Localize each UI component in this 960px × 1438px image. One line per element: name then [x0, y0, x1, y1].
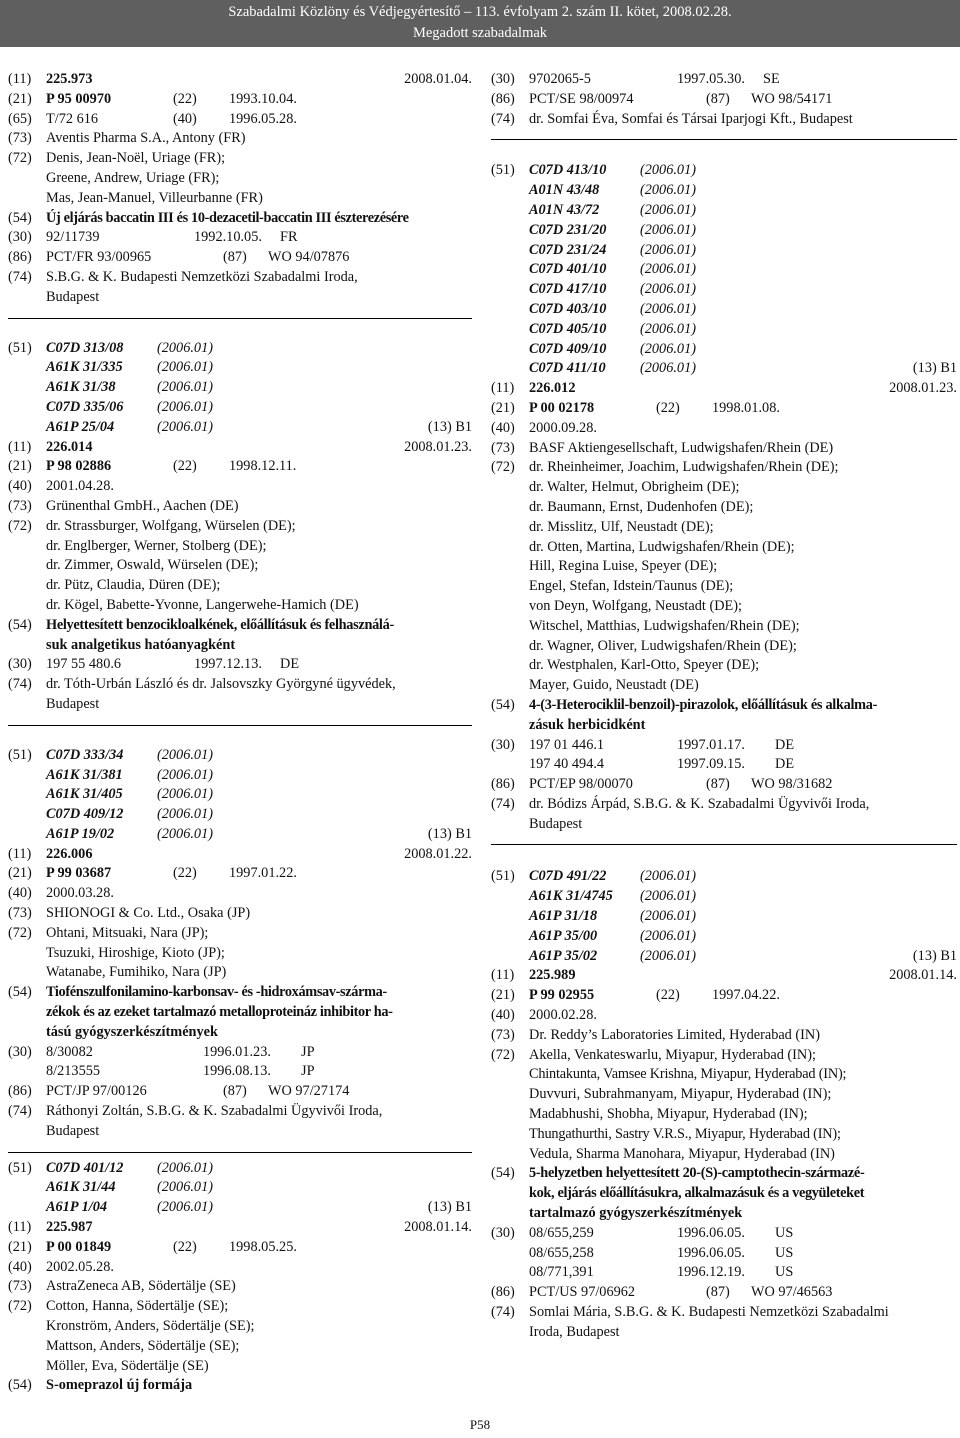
attorney: dr. Tóth-Urbán László és dr. Jalsovszky Györgyné ügyvédek, [46, 676, 396, 693]
invention-title: 5-helyzetben helyettesített 20-(S)-camptothecin-származé- [529, 1165, 865, 1182]
patent-number: 225.987 [46, 1219, 93, 1236]
inventor: Greene, Andrew, Uriage (FR); [46, 169, 220, 186]
inventor: Akella, Venkateswarlu, Miyapur, Hyderabad (IN); [529, 1046, 816, 1063]
attorney: S.B.G. & K. Budapesti Nemzetközi Szabadalmi Iroda, [46, 268, 358, 285]
ipc-class: A61K 31/335 (2006.01) [46, 359, 213, 376]
ipc-class: C07D 401/12 (2006.01) [46, 1159, 213, 1176]
patent-entry-226012 [491, 161, 957, 834]
ipc-class: A61P 35/02 (2006.01) (13) B1 [529, 947, 957, 967]
proprietor: SHIONOGI & Co. Ltd., Osaka (JP) [46, 905, 251, 922]
field-40: (40) 2000.03.28. [8, 885, 114, 902]
inventor: dr. Otten, Martina, Ludwigshafen/Rhein (DE); [529, 538, 795, 555]
application-number: P 99 02955 [529, 987, 595, 1004]
invention-title: Új eljárás baccatin III és 10-dezacetil-baccatin III észterezésére [46, 209, 409, 226]
field-54: (54) Tiofénszulfonilamino-karbonsav- és -hidroxámsav-szárma- zékok és az ezeket tartalmazó metalloproteináz inhibitor ha- tású gyógyszerkészítmények [8, 983, 472, 1042]
field-21: (21) P 00 02178 (22) 1998.01.08. [491, 399, 957, 419]
grant-date: 2008.01.23. [404, 438, 472, 455]
inventor: dr. Strassburger, Wolfgang, Würselen (DE); [46, 517, 296, 534]
inventor: Denis, Jean-Noël, Uriage (FR); [46, 150, 226, 167]
inventor: dr. Rheinheimer, Joachim, Ludwigshafen/Rhein (DE); [529, 459, 839, 476]
grant-date: 2008.01.22. [404, 845, 472, 862]
patent-entry-continued [491, 70, 957, 129]
field-11: (11) 225.987 2008.01.14. [8, 1218, 472, 1238]
patent-entry-226006 [8, 746, 472, 1142]
inventor: Engel, Stefan, Idstein/Taunus (DE); [529, 578, 734, 595]
filing-date: 1997.01.22. [229, 865, 297, 882]
field-74: (74) Ráthonyi Zoltán, S.B.G. & K. Szabadalmi Ügyvivői Iroda, Budapest [8, 1102, 472, 1142]
kind-code: (13) B1 [427, 825, 472, 842]
field-65: (65) T/72 616 (40) 1996.05.28. [8, 110, 297, 127]
field-73: (73) AstraZeneca AB, Södertälje (SE) [8, 1277, 472, 1297]
invention-title: S-omeprazol új formája [46, 1377, 193, 1394]
inventor: Thungathurthi, Sastry V.R.S., Miyapur, Hyderabad (IN); [529, 1125, 841, 1142]
filing-date: 1993.10.04. [229, 90, 297, 107]
field-21: (21) P 99 03687 (22) 1997.01.22. [8, 864, 472, 884]
ipc-class: C07D 417/10 (2006.01) [529, 281, 696, 298]
ipc-class: A61P 1/04 (2006.01) (13) B1 [46, 1198, 472, 1218]
field-72: (72) Akella, Venkateswarlu, Miyapur, Hyderabad (IN); Chintakunta, Vamsee Krishna, Miyapur, Hyderabad (IN); Duvvuri, Subrahmanyam, Miyapur, Hyderabad (IN); Madabhushi, Shobha, Miyapur, Hyderabad (IN); Thungathurthi, Sastry V.R.S., Miyapur, Hyderabad (IN); Vedula, Sharma Manohara, Miyapur, Hyderabad (IN) [491, 1046, 957, 1165]
proprietor: Dr. Reddy’s Laboratories Limited, Hyderabad (IN) [529, 1026, 821, 1043]
field-73: (73) Aventis Pharma S.A., Antony (FR) [8, 129, 472, 149]
patent-entry-226014 [8, 339, 472, 715]
field-11: (11) 226.012 2008.01.23. [491, 379, 957, 399]
ipc-class: A61K 31/44 (2006.01) [46, 1179, 213, 1196]
field-74: (74) dr. Tóth-Urbán László és dr. Jalsovszky Györgyné ügyvédek, Budapest [8, 675, 472, 715]
field-86: (86) PCT/JP 97/00126 (87) WO 97/27174 [8, 1083, 350, 1100]
field-86: (86) PCT/EP 98/00070 (87) WO 98/31682 [491, 776, 833, 793]
page-number: P58 [469, 1417, 491, 1432]
inventor: Tsuzuki, Hiroshige, Kioto (JP); [46, 944, 225, 961]
filing-date: 1998.12.11. [229, 458, 297, 475]
inventor: dr. Misslitz, Ulf, Neustadt (DE); [529, 518, 714, 535]
field-54: (54) Helyettesített benzocikloalkének, előállításuk és felhasználá- suk analgetikus hatóanyagként [8, 616, 472, 656]
field-11: (11) 225.973 2008.01.04. [8, 70, 472, 90]
inventor: Mattson, Anders, Södertälje (SE); [46, 1337, 240, 1354]
attorney: Somlai Mária, S.B.G. & K. Budapesti Nemzetközi Szabadalmi [529, 1304, 889, 1321]
ipc-class: C07D 403/10 (2006.01) [529, 300, 696, 317]
field-30: (30) 9702065-5 1997.05.30. SE [491, 71, 780, 87]
field-74: (74) S.B.G. & K. Budapesti Nemzetközi Szabadalmi Iroda, Budapest [8, 268, 472, 308]
ipc-class: A61K 31/405 (2006.01) [46, 786, 213, 803]
field-40: (40) 2000.09.28. [491, 419, 597, 436]
inventor: Vedula, Sharma Manohara, Miyapur, Hyderabad (IN) [529, 1145, 835, 1162]
attorney: Ráthonyi Zoltán, S.B.G. & K. Szabadalmi Ügyvivői Iroda, [46, 1103, 383, 1120]
field-74: (74) dr. Bódizs Árpád, S.B.G. & K. Szabadalmi Ügyvivői Iroda, Budapest [491, 795, 957, 835]
ipc-class: A01N 43/72 (2006.01) [529, 201, 696, 218]
invention-title: Helyettesített benzocikloalkének, előállításuk és felhasználá- [46, 616, 394, 633]
inventor: Hill, Regina Luise, Speyer (DE); [529, 558, 718, 575]
field-72: (72) dr. Strassburger, Wolfgang, Würselen (DE); dr. Englberger, Werner, Stolberg (DE); dr. Zimmer, Oswald, Würselen (DE); dr. Pütz, Claudia, Düren (DE); dr. Kögel, Babette-Yvonne, Langerwehe-Hamich (DE) [8, 517, 472, 616]
proprietor: AstraZeneca AB, Södertälje (SE) [46, 1278, 236, 1295]
ipc-class: C07D 231/20 (2006.01) [529, 221, 696, 238]
field-74: (74) dr. Somfai Éva, Somfai és Társai Iparjogi Kft., Budapest [491, 110, 957, 130]
inventor: dr. Walter, Helmut, Obrigheim (DE); [529, 479, 740, 496]
patent-number: 225.973 [46, 71, 93, 87]
ipc-class: A61K 31/38 (2006.01) [46, 379, 213, 396]
inventor: dr. Kögel, Babette-Yvonne, Langerwehe-Hamich (DE) [46, 596, 359, 613]
ipc-class: C07D 409/10 (2006.01) [529, 340, 696, 357]
field-11: (11) 226.014 2008.01.23. [8, 438, 472, 458]
field-86: (86) PCT/FR 93/00965 (87) WO 94/07876 [8, 249, 350, 266]
inventor: Chintakunta, Vamsee Krishna, Miyapur, Hyderabad (IN); [529, 1066, 847, 1083]
inventor: Duvvuri, Subrahmanyam, Miyapur, Hyderabad (IN); [529, 1086, 832, 1103]
proprietor: Aventis Pharma S.A., Antony (FR) [46, 130, 246, 147]
field-74: (74) Somlai Mária, S.B.G. & K. Budapesti Nemzetközi Szabadalmi Iroda, Budapest [491, 1303, 957, 1343]
field-30: (30) 197 01 446.1 1997.01.17. DE 197 40 494.4 1997.09.15. DE [491, 736, 795, 773]
ipc-class: C07D 313/08 (2006.01) [46, 339, 213, 356]
inventor: dr. Wagner, Oliver, Ludwigshafen/Rhein (DE); [529, 637, 797, 654]
inventor: Cotton, Hanna, Södertälje (SE); [46, 1298, 229, 1315]
grant-date: 2008.01.23. [889, 380, 957, 397]
inventor: dr. Englberger, Werner, Stolberg (DE); [46, 537, 267, 554]
kind-code: (13) B1 [427, 1199, 472, 1216]
patent-number: 225.989 [529, 967, 576, 984]
field-86: (86) PCT/US 97/06962 (87) WO 97/46563 [491, 1284, 833, 1301]
left-column [8, 70, 472, 1396]
ipc-class: C07D 411/10 (2006.01) (13) B1 [529, 359, 957, 379]
field-21: (21) P 98 02886 (22) 1998.12.11. [8, 457, 472, 477]
patent-number: 226.014 [46, 438, 93, 455]
invention-title: Tiofénszulfonilamino-karbonsav- és -hidroxámsav-szárma- [46, 984, 387, 1001]
field-40: (40) 2001.04.28. [8, 478, 114, 495]
proprietor: Grünenthal GmbH., Aachen (DE) [46, 497, 239, 514]
kind-code: (13) B1 [912, 360, 957, 377]
attorney: dr. Somfai Éva, Somfai és Társai Iparjogi Kft., Budapest [529, 110, 853, 127]
field-54: (54) 4-(3-Heterociklil-benzoil)-pirazolok, előállításuk és alkalma- zásuk herbicidként [491, 696, 957, 736]
ipc-class: C07D 413/10 (2006.01) [529, 162, 696, 179]
kind-code: (13) B1 [912, 947, 957, 964]
inventor: Madabhushi, Shobha, Miyapur, Hyderabad (IN); [529, 1106, 808, 1123]
ipc-class: A61K 31/4745 (2006.01) [529, 888, 696, 905]
grant-date: 2008.01.14. [404, 1219, 472, 1236]
field-51: (51) C07D 401/12 (2006.01) A61K 31/44 (2006.01) A61P 1/04 (2006.01) (13) B1 [8, 1159, 472, 1218]
inventor: dr. Pütz, Claudia, Düren (DE); [46, 577, 221, 594]
field-73: (73) Dr. Reddy’s Laboratories Limited, Hyderabad (IN) [491, 1026, 957, 1046]
inventor: dr. Zimmer, Oswald, Würselen (DE); [46, 557, 259, 574]
field-73: (73) SHIONOGI & Co. Ltd., Osaka (JP) [8, 904, 472, 924]
field-54: (54) 5-helyzetben helyettesített 20-(S)-camptothecin-származé- kok, eljárás előállításukra, alkalmazásuk és a vegyületeket tartalmazó gyógyszerkészítmények [491, 1164, 957, 1223]
field-30: (30) 92/11739 1992.10.05. FR [8, 229, 298, 246]
field-11: (11) 226.006 2008.01.22. [8, 845, 472, 865]
ipc-class: C07D 405/10 (2006.01) [529, 320, 696, 337]
field-21: (21) P 95 00970 (22) 1993.10.04. [8, 90, 472, 110]
field-54: (54) S-omeprazol új formája [8, 1376, 472, 1396]
patent-number: 226.006 [46, 845, 93, 862]
inventor: Witschel, Matthias, Ludwigshafen/Rhein (DE); [529, 617, 800, 634]
field-21: (21) P 99 02955 (22) 1997.04.22. [491, 986, 957, 1006]
ipc-class: A61P 35/00 (2006.01) [529, 927, 696, 944]
ipc-class: A61K 31/381 (2006.01) [46, 766, 213, 783]
field-51: (51) C07D 413/10 (2006.01) A01N 43/48 (2006.01) A01N 43/72 (2006.01) C07D 231/20 (2006.01) C07D 231/24 (2006.01) C07D 401/10 (2006.01) C07D 417/10 (2006.01) C07D 403/10 (2006.01) C07D 405/10 (2006.01) C07D 409/10 (2006.01) C07D 411/10 (2006.01) (13) B1 [491, 161, 957, 379]
kind-code: (13) B1 [427, 418, 472, 435]
field-51: (51) C07D 491/22 (2006.01) A61K 31/4745 (2006.01) A61P 31/18 (2006.01) A61P 35/00 (2006.01) A61P 35/02 (2006.01) (13) B1 [491, 867, 957, 966]
field-73: (73) Grünenthal GmbH., Aachen (DE) [8, 497, 472, 517]
proprietor: BASF Aktiengesellschaft, Ludwigshafen/Rhein (DE) [529, 439, 834, 456]
application-number: P 99 03687 [46, 865, 112, 882]
inventor: Ohtani, Mitsuaki, Nara (JP); [46, 924, 209, 941]
field-54: (54) Új eljárás baccatin III és 10-dezacetil-baccatin III észterezésére [8, 209, 472, 229]
right-column [491, 70, 957, 1343]
grant-date: 2008.01.04. [404, 71, 472, 87]
field-72: (72) Denis, Jean-Noël, Uriage (FR); Greene, Andrew, Uriage (FR); Mas, Jean-Manuel, Villeurbanne (FR) [8, 149, 472, 208]
ipc-class: C07D 401/10 (2006.01) [529, 261, 696, 278]
ipc-class: A01N 43/48 (2006.01) [529, 182, 696, 199]
filing-date: 1998.05.25. [229, 1238, 297, 1255]
field-21: (21) P 00 01849 (22) 1998.05.25. [8, 1238, 472, 1258]
field-51: (51) C07D 333/34 (2006.01) A61K 31/381 (2006.01) A61K 31/405 (2006.01) C07D 409/12 (2006.01) A61P 19/02 (2006.01) (13) B1 [8, 746, 472, 845]
ipc-class: C07D 231/24 (2006.01) [529, 241, 696, 258]
field-72: (72) Ohtani, Mitsuaki, Nara (JP); Tsuzuki, Hiroshige, Kioto (JP); Watanabe, Fumihiko, Nara (JP) [8, 924, 472, 983]
inventor: dr. Westphalen, Karl-Otto, Speyer (DE); [529, 657, 760, 674]
field-40: (40) 2000.02.28. [491, 1007, 597, 1024]
attorney: dr. Bódizs Árpád, S.B.G. & K. Szabadalmi Ügyvivői Iroda, [529, 795, 870, 812]
patent-entry-225973 [8, 70, 472, 308]
application-number: P 95 00970 [46, 90, 112, 107]
ipc-class: C07D 333/34 (2006.01) [46, 746, 213, 763]
field-11: (11) 225.989 2008.01.14. [491, 966, 957, 986]
filing-date: 1998.01.08. [712, 399, 780, 416]
application-number: P 00 02178 [529, 399, 595, 416]
inventor: Kronström, Anders, Södertälje (SE); [46, 1318, 255, 1335]
inventor: Watanabe, Fumihiko, Nara (JP) [46, 964, 227, 981]
ipc-class: C07D 491/22 (2006.01) [529, 868, 696, 885]
inventor: Möller, Eva, Södertälje (SE) [46, 1357, 209, 1374]
invention-title: 4-(3-Heterociklil-benzoil)-pirazolok, előállításuk és alkalma- [529, 696, 878, 713]
field-86: (86) PCT/SE 98/00974 (87) WO 98/54171 [491, 90, 833, 107]
ipc-class: A61P 19/02 (2006.01) (13) B1 [46, 825, 472, 845]
patent-entry-225987 [8, 1159, 472, 1397]
field-30: (30) 08/655,259 1996.06.05. US 08/655,258 1996.06.05. US 08/771,391 1996.12.19. US [491, 1224, 794, 1281]
inventor: dr. Baumann, Ernst, Dudenhofen (DE); [529, 498, 754, 515]
grant-date: 2008.01.14. [889, 967, 957, 984]
application-number: P 98 02886 [46, 458, 112, 475]
filing-date: 1997.04.22. [712, 987, 780, 1004]
page-header [0, 0, 960, 47]
ipc-class: C07D 335/06 (2006.01) [46, 398, 213, 415]
inventor: Mayer, Guido, Neustadt (DE) [529, 677, 699, 694]
patent-number: 226.012 [529, 380, 576, 397]
application-number: P 00 01849 [46, 1238, 112, 1255]
ipc-class: A61P 31/18 (2006.01) [529, 908, 696, 925]
field-30: (30) 8/30082 1996.01.23. JP 8/213555 1996.08.13. JP [8, 1043, 315, 1080]
inventor: Mas, Jean-Manuel, Villeurbanne (FR) [46, 189, 263, 206]
field-72: (72) dr. Rheinheimer, Joachim, Ludwigshafen/Rhein (DE); dr. Walter, Helmut, Obrigheim (DE); dr. Baumann, Ernst, Dudenhofen (DE); dr. Misslitz, Ulf, Neustadt (DE); dr. Otten, Martina, Ludwigshafen/Rhein (DE); Hill, Regina Luise, Speyer (DE); Engel, Stefan, Idstein/Taunus (DE); von Deyn, Wolfgang, Neustadt (DE); Witschel, Matthias, Ludwigshafen/Rhein (DE); dr. Wagner, Oliver, Ludwigshafen/Rhein (DE); dr. Westphalen, Karl-Otto, Speyer (DE); Mayer, Guido, Neustadt (DE) [491, 458, 957, 696]
field-51: (51) C07D 313/08 (2006.01) A61K 31/335 (2006.01) A61K 31/38 (2006.01) C07D 335/06 (2006.01) A61P 25/04 (2006.01) (13) B1 [8, 339, 472, 438]
journal-title: Szabadalmi Közlöny és Védjegyértesítő – 113. évfolyam 2. szám II. kötet, 2008.02.28. [228, 4, 732, 20]
field-73: (73) BASF Aktiengesellschaft, Ludwigshafen/Rhein (DE) [491, 439, 957, 459]
ipc-class: C07D 409/12 (2006.01) [46, 806, 213, 823]
section-title: Megadott szabadalmak [412, 25, 548, 41]
field-40: (40) 2002.05.28. [8, 1258, 114, 1275]
inventor: von Deyn, Wolfgang, Neustadt (DE); [529, 597, 742, 614]
ipc-class: A61P 25/04 (2006.01) (13) B1 [46, 418, 472, 438]
field-30: (30) 197 55 480.6 1997.12.13. DE [8, 656, 300, 673]
field-72: (72) Cotton, Hanna, Södertälje (SE); Kronström, Anders, Södertälje (SE); Mattson, Anders, Södertälje (SE); Möller, Eva, Södertälje (SE) [8, 1297, 472, 1376]
patent-entry-225989 [491, 867, 957, 1342]
